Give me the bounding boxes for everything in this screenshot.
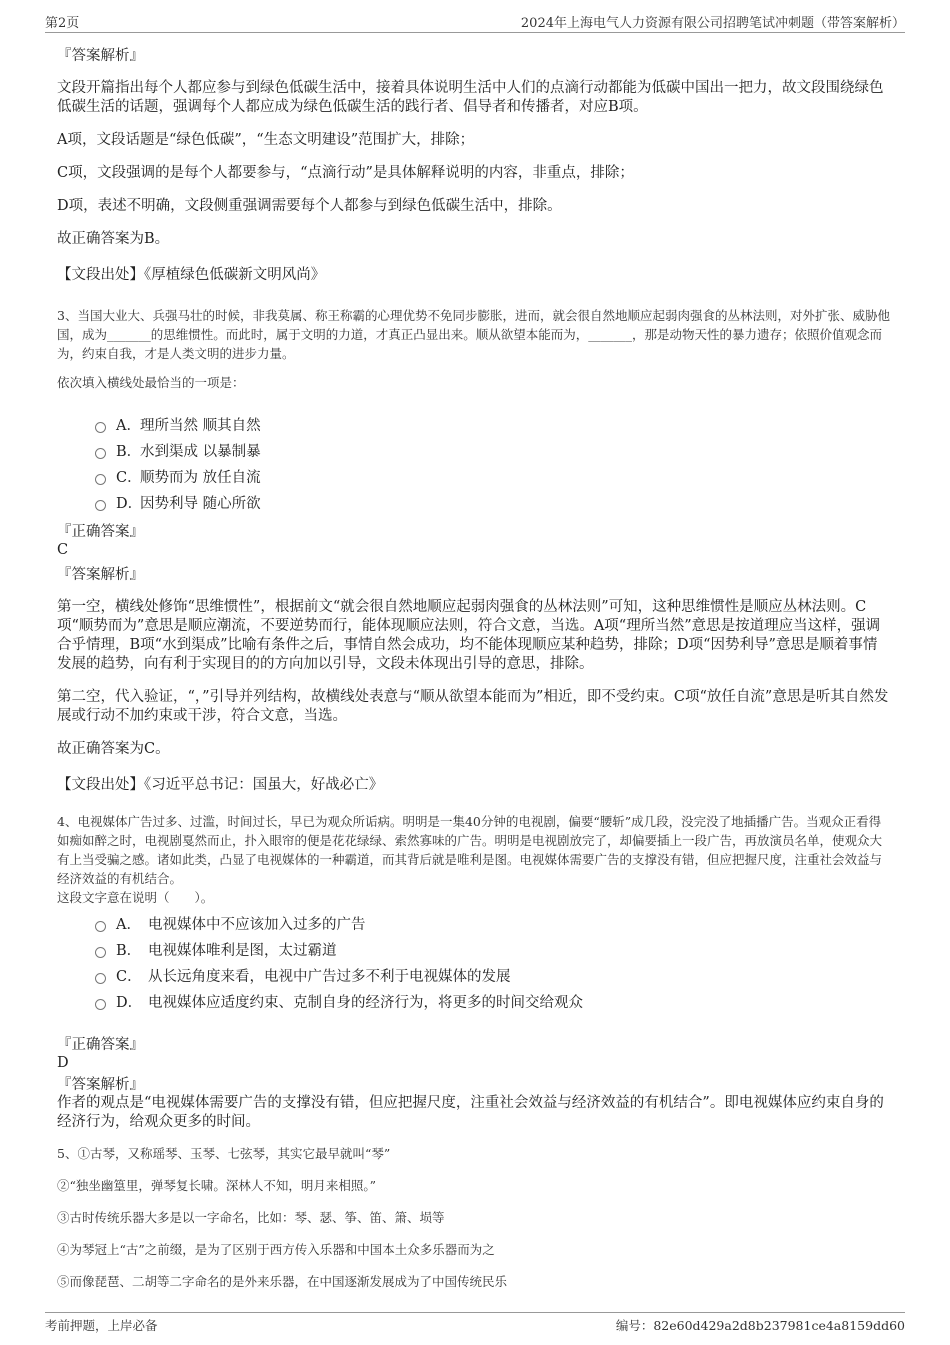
document-code: 编号：82e60d429a2d8b237981ce4a8159dd60 xyxy=(615,1318,905,1333)
page-footer xyxy=(45,1312,905,1335)
analysis-label: 『答案解析』 xyxy=(57,48,144,64)
question-line: 5、①古琴，又称瑶琴、玉琴、七弦琴，其实它最早就叫“琴” xyxy=(57,1146,391,1161)
analysis-label: 『答案解析』 xyxy=(57,567,144,583)
analysis-paragraph: 文段开篇指出每个人都应参与到绿色低碳生活中，接着具体说明生活中人们的点滴行动都能为低碳中国出一把力，故文段围绕绿色低碳生活的话题，强调每个人都应成为绿色低碳生活的践行者、倡导者和传播者，对应B项。 xyxy=(57,80,884,115)
radio-button[interactable] xyxy=(95,474,106,485)
page-number: 第2页 xyxy=(45,16,80,31)
option-d[interactable]: D． 因势利导 随心所欲 xyxy=(95,489,890,515)
question-line: ④为琴冠上“古”之前缀，是为了区别于西方传入乐器和中国本土众多乐器而为之 xyxy=(57,1242,495,1257)
question-prompt: 这段文字意在说明（ ）。 xyxy=(57,890,214,905)
answer-value: D xyxy=(57,1055,69,1071)
radio-button[interactable] xyxy=(95,422,106,433)
option-text: 因势利导 随心所欲 xyxy=(140,495,261,512)
option-a[interactable]: A． 电视媒体中不应该加入过多的广告 xyxy=(95,910,890,936)
question-stem: 4、电视媒体广告过多、过滥，时间过长，早已为观众所诟病。明明是一集40分钟的电视剧，偏要“腰斩”成几段，没完没了地插播广告。当观众正看得如痴如醉之时，电视剧戛然而止，扑入眼帘的便是花花绿绿、索然寡味的广告。明明是电视剧放完了，却偏要插上一段广告，再放演员名单，使观众大有上当受骗之感。诸如此类，凸显了电视媒体的一种霸道，而其背后就是唯利是图。电视媒体需要广告的支撑没有错，但应把握尺度，注重社会效益与经济效益的有机结合。 xyxy=(57,814,883,886)
passage-source: 【文段出处】《厚植绿色低碳新文明风尚》 xyxy=(57,267,326,283)
question-3 xyxy=(57,306,890,794)
option-b[interactable]: B． 电视媒体唯利是图，太过霸道 xyxy=(95,936,890,962)
question-stem: 3、当国大业大、兵强马壮的时候，非我莫属、称王称霸的心理优势不免同步膨胀，进而，就会很自然地顺应起弱肉强食的丛林法则，对外扩张、威胁他国，成为_______的思维惯性。而此时，属于文明的力道，才真正凸显出来。顺从欲望本能而为，_______，那是动物天性的暴力遗存；依照价值观念而为，约束自我，才是人类文明的进步力量。 xyxy=(57,308,890,361)
question-2-analysis xyxy=(57,44,890,284)
option-b[interactable]: B． 水到渠成 以暴制暴 xyxy=(95,437,890,463)
page-content xyxy=(57,44,890,1302)
option-list xyxy=(95,411,890,515)
option-text: 顺势而为 放任自流 xyxy=(140,469,261,486)
answer-value: C xyxy=(57,542,69,558)
option-a[interactable]: A． 理所当然 顺其自然 xyxy=(95,411,890,437)
question-prompt: 依次填入横线处最恰当的一项是： xyxy=(57,375,245,390)
question-line: ②“独坐幽篁里，弹琴复长啸。深林人不知，明月来相照。” xyxy=(57,1178,377,1193)
analysis-paragraph: 故正确答案为C。 xyxy=(57,741,170,757)
option-text: 水到渠成 以暴制暴 xyxy=(140,443,261,460)
option-text: 电视媒体中不应该加入过多的广告 xyxy=(148,916,366,933)
passage-source: 【文段出处】《习近平总书记：国虽大，好战必亡》 xyxy=(57,777,384,793)
question-line: ⑤而像琵琶、二胡等二字命名的是外来乐器，在中国逐渐发展成为了中国传统民乐 xyxy=(57,1274,508,1289)
radio-button[interactable] xyxy=(95,500,106,511)
document-title: 2024年上海电气人力资源有限公司招聘笔试冲刺题（带答案解析） xyxy=(520,16,905,31)
analysis-paragraph: A项，文段话题是“绿色低碳”，“生态文明建设”范围扩大，排除； xyxy=(57,132,475,148)
option-c[interactable]: C． 从长远角度来看，电视中广告过多不利于电视媒体的发展 xyxy=(95,962,890,988)
answer-label: 『正确答案』 xyxy=(57,1037,144,1053)
option-text: 理所当然 顺其自然 xyxy=(140,417,261,434)
page-header xyxy=(45,10,905,33)
radio-button[interactable] xyxy=(95,448,106,459)
analysis-paragraph: 作者的观点是“电视媒体需要广告的支撑没有错，但应把握尺度，注重社会效益与经济效益的有机结合”。即电视媒体应约束自身的经济行为，给观众更多的时间。 xyxy=(57,1095,884,1130)
footer-slogan: 考前押题，上岸必备 xyxy=(45,1318,158,1333)
question-line: ③古时传统乐器大多是以一字命名，比如：琴、瑟、筝、笛、箫、埙等 xyxy=(57,1210,445,1225)
question-4 xyxy=(57,812,890,1132)
option-d[interactable]: D． 电视媒体应适度约束、克制自身的经济行为，将更多的时间交给观众 xyxy=(95,988,890,1014)
radio-button[interactable] xyxy=(95,947,106,958)
analysis-paragraph: C项，文段强调的是每个人都要参与，“点滴行动”是具体解释说明的内容，非重点，排除； xyxy=(57,165,634,181)
analysis-paragraph: D项，表述不明确，文段侧重强调需要每个人都参与到绿色低碳生活中，排除。 xyxy=(57,198,562,214)
analysis-paragraph: 第二空，代入验证，“，”引导并列结构，故横线处表意与“顺从欲望本能而为”相近，即不受约束。C项“放任自流”意思是听其自然发展或行动不加约束或干涉，符合文意，当选。 xyxy=(57,689,889,724)
radio-button[interactable] xyxy=(95,921,106,932)
option-list xyxy=(95,910,890,1014)
radio-button[interactable] xyxy=(95,973,106,984)
radio-button[interactable] xyxy=(95,999,106,1010)
option-text: 电视媒体唯利是图，太过霸道 xyxy=(148,942,337,959)
question-5 xyxy=(57,1142,890,1294)
option-text: 从长远角度来看，电视中广告过多不利于电视媒体的发展 xyxy=(148,968,511,985)
option-c[interactable]: C． 顺势而为 放任自流 xyxy=(95,463,890,489)
analysis-paragraph: 第一空，横线处修饰“思维惯性”，根据前文“就会很自然地顺应起弱肉强食的丛林法则”可知，这种思维惯性是顺应丛林法则。C项“顺势而为”意思是顺应潮流，不要逆势而行，能体现顺应法则，符合文意，当选。A项“理所当然”意思是按道理应当这样，强调合乎情理，B项“水到渠成”比喻有条件之后，事情自然会成功，均不能体现顺应某种趋势，排除；D项“因势利导”意思是顺着事情发展的趋势，向有利于实现目的的方向加以引导，文段未体现出引导的意思，排除。 xyxy=(57,599,881,672)
answer-label: 『正确答案』 xyxy=(57,524,144,540)
analysis-label: 『答案解析』 xyxy=(57,1077,144,1093)
analysis-paragraph: 故正确答案为B。 xyxy=(57,231,170,247)
option-text: 电视媒体应适度约束、克制自身的经济行为，将更多的时间交给观众 xyxy=(148,994,583,1011)
